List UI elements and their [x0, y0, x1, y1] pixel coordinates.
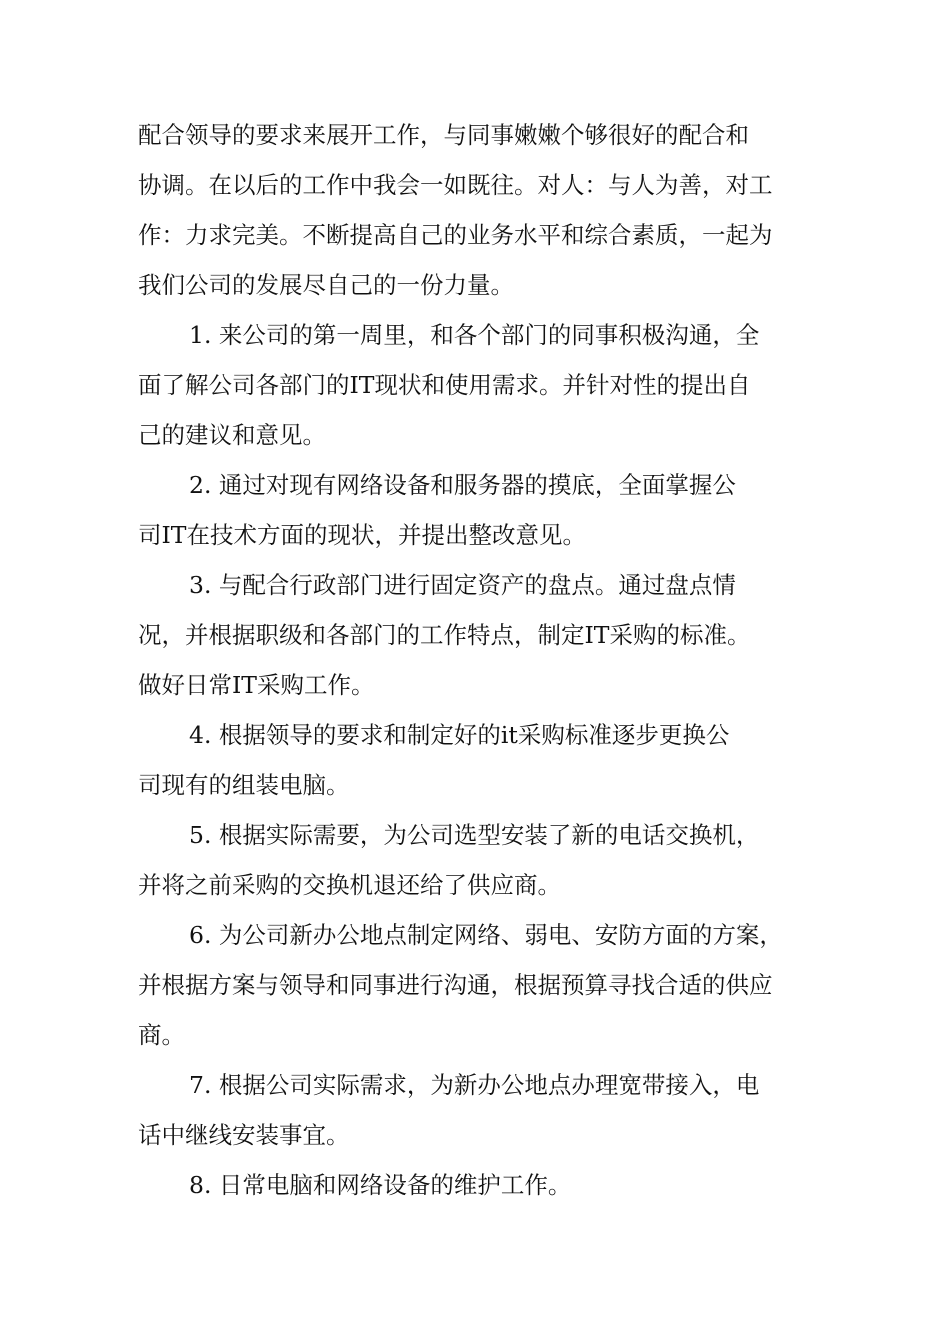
list-item-4-line: 4. 根据领导的要求和制定好的it采购标准逐步更换公	[189, 721, 730, 749]
text-line: 司IT在技术方面的现状，并提出整改意见。	[138, 521, 586, 549]
text-line: 作：力求完美。不断提高自己的业务水平和综合素质，一起为	[138, 221, 773, 249]
list-item-7-line: 7. 根据公司实际需求，为新办公地点办理宽带接入，电	[189, 1071, 760, 1099]
list-item-6-line: 6. 为公司新办公地点制定网络、弱电、安防方面的方案，	[189, 921, 783, 949]
text-line: 话中继线安装事宜。	[138, 1121, 350, 1149]
text-line: 况，并根据职级和各部门的工作特点，制定IT采购的标准。	[138, 621, 751, 649]
text-line: 商。	[138, 1021, 185, 1049]
text-line: 我们公司的发展尽自己的一份力量。	[138, 271, 514, 299]
list-item-3-line: 3. 与配合行政部门进行固定资产的盘点。通过盘点情	[189, 571, 736, 599]
text-line: 己的建议和意见。	[138, 421, 326, 449]
list-item-8-line: 8. 日常电脑和网络设备的维护工作。	[189, 1171, 572, 1199]
text-line: 面了解公司各部门的IT现状和使用需求。并针对性的提出自	[138, 371, 751, 399]
document-body	[138, 110, 828, 1210]
text-line: 配合领导的要求来展开工作，与同事嫩嫩个够很好的配合和	[138, 121, 749, 149]
list-item-2-line: 2. 通过对现有网络设备和服务器的摸底，全面掌握公	[189, 471, 736, 499]
text-line: 司现有的组装电脑。	[138, 771, 350, 799]
text-line: 做好日常IT采购工作。	[138, 671, 375, 699]
text-line: 并根据方案与领导和同事进行沟通，根据预算寻找合适的供应	[138, 971, 773, 999]
list-item-5-line: 5. 根据实际需要，为公司选型安装了新的电话交换机，	[189, 821, 760, 849]
list-item-1-line: 1. 来公司的第一周里，和各个部门的同事积极沟通，全	[189, 321, 760, 349]
text-line: 协调。在以后的工作中我会一如既往。对人：与人为善，对工	[138, 171, 773, 199]
text-line: 并将之前采购的交换机退还给了供应商。	[138, 871, 561, 899]
